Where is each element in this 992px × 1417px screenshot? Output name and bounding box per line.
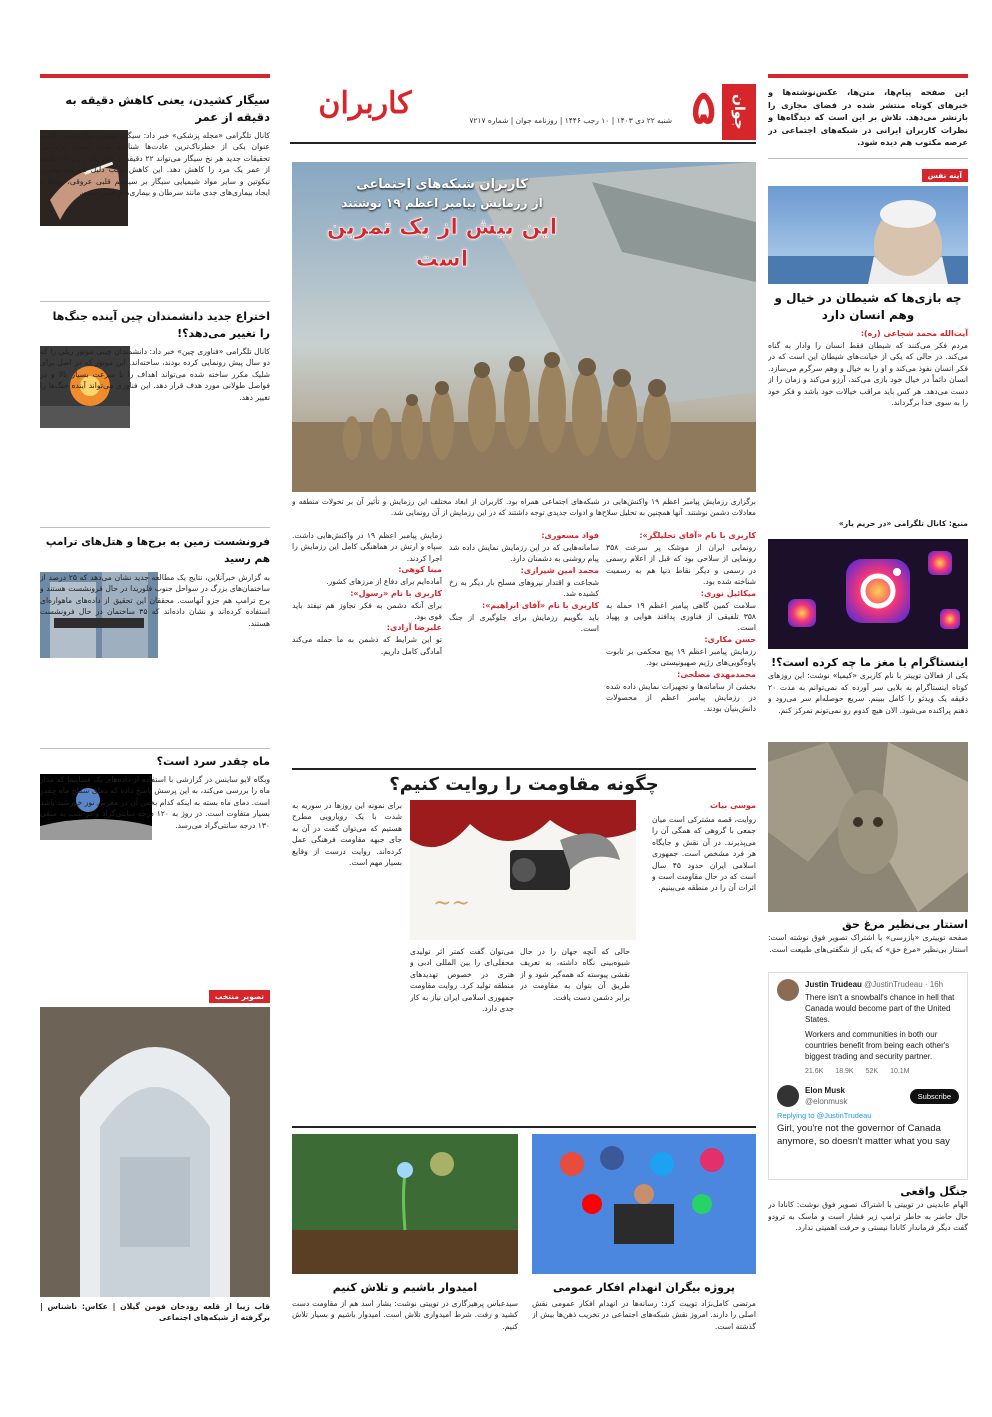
comments-area (292, 530, 756, 760)
view-count[interactable]: 10.1M (890, 1068, 910, 1076)
hero (292, 162, 756, 492)
instagram-body: یکی از فعالان توییتر با نام کاربری «کیمیا» نوشت: این روزهای کوتاه اینستاگرام به بلایی سر آورده که نمی‌توانم به مدت ۲۰ دقیقه یک ویدئو را کامل ببینم. سریع حوصله‌ام سر می‌رود و ذهنم پراکنده می‌شود. الان هیچ کدوم رو نمی‌تونم تمرکز کنم. (768, 671, 968, 715)
comment-author: میکائیل نوری: (700, 588, 756, 598)
bottom-right-body: سیدعباس پرهیزگاری در توییتی نوشت: بشار اسد هم از مقاومت دست کشید و رفت. شرط امیدواری تلاش است. امیدوار باشیم و بسیار تلاش کنیم. (292, 1299, 518, 1331)
comment-text: بخشی از سامانه‌ها و تجهیزات نمایش داده شده در رزمایش پیامبر اعظم از محصولات دانش‌بنیان بودند. (606, 681, 756, 714)
date-line: شنبه ۲۲ دی ۱۴۰۳ | ۱۰ رجب ۱۴۴۶ | روزنامه جوان | شماره ۷۲۱۷ (469, 116, 672, 125)
twitter-war-title: جنگل واقعی (900, 1185, 968, 1199)
tweet-handle-2: @elonmusk (805, 1097, 848, 1107)
masthead (290, 80, 756, 144)
retweet-count[interactable]: 18.9K (835, 1068, 854, 1076)
comment-col-2 (449, 530, 599, 760)
comment-text: سلامت کمین گاهی پیامبر اعظم ۱۹ حمله به ۳۵۸ تلفیقی از فناوری پدافند هوایی و پهپاد است. (606, 600, 756, 633)
comment-text: برای آنکه دشمن به فکر تجاوز هم نیفتد باید قوی بود. (292, 600, 442, 622)
owl-title: استتار بی‌نظیر مرغ حق (842, 918, 968, 932)
tweet-text-2: Girl, you're not the governor of Canada anymore, so doesn't matter what you say (777, 1123, 950, 1148)
comment-author: محمد امین شیرازی: (520, 565, 599, 575)
intro-text: این صفحه پیام‌ها، متن‌ها، عکس‌نوشته‌ها و خبرهای کوتاه منتشر شده در فضای مجازی را بازنشر می‌دهد. تلاش بر این است که دیدگاه‌ها و نظرات کاربران ایرانی در شبکه‌های اجتماعی در عرصه مکتوب هم دیده شود. (768, 87, 968, 148)
reply-to: Replying to @JustinTrudeau (777, 1111, 872, 1121)
comment-text: رونمایی ایران از موشک پر سرعت ۳۵۸ رونمایی از سلاحی بود که قبل از اعلام رسمی در رسمی و دیگر نقاط دنیا هم به رسمیت شناخته شده بود. (606, 543, 756, 587)
hero-headline: این بیش از یک تمرین است (326, 215, 558, 272)
resistance-author: موسی بیات (709, 801, 756, 810)
comment-author: فواد مسعوری: (541, 531, 599, 540)
smoking-body: کانال تلگرامی «مجله پزشکی» خبر داد: سیگار کشیدن سال‌هاست که به عنوان یکی از خطرناک‌ترین عادت‌ها شناخته شده است. براساس تحقیقات جدید هر نخ سیگار می‌تواند ۲۲ دقیقه از عمر یک زن و ۱۷ دقیقه از عمر یک مرد را کاهش دهد. این کاهش سبب دلیل تأثیرات مخرب نیکوتین و سایر مواد شیمیایی سیگار بر سیستم قلبی عروقی، ریه‌ها و ایجاد بیماری‌های جدی مانند سرطان و بیماری‌های قلبی است. (40, 131, 270, 198)
section-tag: آینه نفس (922, 169, 968, 182)
ayatollah-source: منبع: کانال تلگرامی «در حریم یار» (838, 519, 968, 528)
resistance-col-2: حالی که آنچه جهان را در حال شیوه‌بینی نگاه داشته، به تعریف نقشی پیوسته که همه‌گیر شود و از طریق آن بتوان به مقاومت در برابر دشمن دست یافت. (520, 947, 630, 1002)
subscribe-button[interactable]: Subscribe (910, 1089, 959, 1104)
tweet-author-2: Elon Musk (805, 1086, 846, 1096)
castle-caption: قاب زیبا از قلعه رودخان فومن گیلان | عکاس: ناشناس | برگرفته از شبکه‌های اجتماعی (40, 1302, 270, 1323)
plant-photo (292, 1134, 518, 1274)
resistance-col-4: برای نمونه این روزها در سوریه به شدت با یک رویارویی مطرح هستیم که می‌توان گفت در آن به جای جبهه مقاومت فرهنگی عمل کرده‌اند. روایت درست از وقایع بسیار مهم است. (292, 801, 402, 868)
ayatollah-author: آیت‌الله محمد شجاعی (ره): (860, 329, 968, 338)
bottom-right-title: امیدوار باشیم و تلاش کنیم (332, 1281, 478, 1294)
comment-author: حسن مکاری: (704, 634, 756, 644)
moon-title: ماه چقدر سرد است؟ (156, 755, 270, 768)
reply-count[interactable]: 21.6K (805, 1068, 824, 1076)
war-news-text: زمایش پیامبر اعظم ۱۹ در واکنش‌هایی داشت. سپاه و ارتش در هماهنگی کامل این رزمایش را اجرا کردند. (292, 531, 442, 563)
comment-author: کاربری با نام «آقای تحلیلگر»: (639, 531, 756, 540)
resistance-col-1: روایت، قصه مشترکی است میان جمعی با گروهی که همگی آن را می‌پذیرند. در آن نقش و جایگاه هر فرد مشخص است. جمهوری اسلامی ایران حدود ۴۵ سال است که در حال مقاومت است و اثرات آن را در منطقه می‌بینیم. (652, 815, 756, 893)
cleric-photo (768, 186, 968, 284)
trump-title: فرونشست زمین به برج‌ها و هتل‌های ترامپ هم رسید (45, 536, 270, 565)
comment-author: کاربری با نام «آقای ابراهیم»: (482, 600, 599, 610)
resistance-title: چگونه مقاومت را روایت کنیم؟ (389, 774, 659, 795)
resistance-col-3: می‌توان گفت کمتر اثر تولیدی محفلی‌ای را بین المللی ادبی و هنری در خصوص تهدیدهای منطقه تولید کرد. روایت مقاومت جمهوری اسلامی ایران نیاز به کار جدی دارد. (410, 947, 514, 1014)
hero-subkicker: از رزمایش پیامبر اعظم ۱۹ نوشتند (341, 196, 543, 210)
comment-text: سامانه‌هایی که در این رزمایش نمایش داده شد پیام روشنی به دشمنان دارد. (449, 543, 599, 564)
social-media-photo (532, 1134, 756, 1274)
ayatollah-title: چه بازی‌ها که شیطان در خیال و وهم انسان دارد (774, 291, 962, 322)
like-count[interactable]: 52K (865, 1068, 879, 1076)
comment-col-3 (292, 530, 442, 760)
comment-author: محمدمهدی مصلحی: (677, 669, 756, 679)
bottom-left-title: پروژه بیگران انهدام افکار عمومی (553, 1281, 735, 1294)
resistance-image (410, 800, 636, 940)
newspaper-logo: جوان (722, 84, 756, 140)
comment-text: رزمایش پیامبر اعظم ۱۹ پیچ محکمی بر تابوت یاوه‌گویی‌های رژیم صهیونیستی بود. (606, 646, 756, 668)
owl-body: صفحه توییتری «بازرسی» با اشتراک تصویر فوق نوشته است: استتار بی‌نظیر «مرغ حق» که یکی از شگفتی‌های طبیعت است. (768, 933, 968, 954)
china-title: اختراع جدید دانشمندان چین آینده جنگ‌ها را تغییر می‌دهد؟! (52, 310, 270, 340)
smoking-title: سیگار کشیدن، یعنی کاهش دقیقه به دقیقه از عمر (65, 93, 270, 124)
tweet-author-1: Justin Trudeau (805, 980, 862, 990)
hero-kicker: کاربران شبکه‌های اجتماعی (356, 177, 528, 192)
tweet-text-1: There isn't a snowball's chance in hell that Canada would become part of the United States. (805, 993, 955, 1025)
tweet-text-1b: Workers and communities in both our countries benefit from being each other's biggest trading and security partner. (805, 1030, 950, 1062)
comment-text: شجاعت و اقتدار نیروهای مسلح بار دیگر به رخ کشیده شد. (449, 577, 599, 599)
comment-author: مینا کوهی: (398, 565, 442, 575)
right-column (768, 74, 968, 1257)
avatar (777, 979, 799, 1001)
hero-lead: برگزاری رزمایش پیامبر اعظم ۱۹ واکنش‌هایی در شبکه‌های اجتماعی همراه بود. کاربران از ابعاد مختلف این رزمایش و تأثیر آن بر تحولات منطقه و معادلات دشمن نوشتند. آنها همچنین به تحلیل سلاح‌ها و ادوات جدیدی توجه داشتند که در این رزمایش از آن رونمایی شد. (292, 497, 756, 518)
tweet-screenshot (768, 972, 968, 1180)
comment-author: کاربری با نام «رسول»: (350, 588, 442, 598)
comment-author: علیرضا آزادی: (386, 623, 442, 633)
castle-photo (40, 1007, 270, 1297)
ayatollah-body: مردم فکر می‌کنند که شیطان فقط انسان را وادار به گناه می‌کند. در حالی که یکی از خیانت‌های شیطان این است که در فکر انسان نفوذ می‌کند و او را به خیال و وهم سرگرم می‌سازد. انسان دائماً در خیال خود بازی می‌کند، آرزو می‌کند و زمان را از دست می‌دهد. هر کس باید مراقب خیالات خود باشد و فکر خود را به سوی خدا برگرداند. (768, 341, 968, 408)
castle-tag: تصویر منتخب (209, 990, 270, 1003)
moon-body: وبگاه لایو ساینس در گزارشی با استفاده از داده‌های یک فضاپیما که مدار ماه را بررسی می‌کند، به این پرسش پاسخ داده که دمای سطح ماه چقدر است. دمای ماه بسته به اینکه کدام بخش آن در معرض نور خورشید باشد بسیار متفاوت است. در روز به ۱۲۰ درجه سانتی‌گراد و در شب به منفی ۱۳۰ درجه سانتی‌گراد می‌رسد. (40, 775, 270, 830)
comment-text: باید بگوییم رزمایش برای جلوگیری از جنگ است. (449, 612, 599, 634)
comment-col-1 (606, 530, 756, 760)
comment-text: آماده‌ایم برای دفاع از مرزهای کشور. (326, 577, 442, 587)
avatar (777, 1085, 799, 1107)
svg-text:~~: ~~ (433, 891, 470, 916)
china-body: کانال تلگرامی «فناوری چین» خبر داد: دانشمندان چینی موتور ریلی را که دو سال پیش رونمایی کرده بودند، ساخته‌اند. این موتور که در اصل برای شلیک مکرر ساخته شده می‌تواند اهداف را با سرعت بسیار بالا و در فواصل طولانی مورد هدف قرار دهد. این فناوری می‌تواند آینده جنگ‌ها را تغییر دهد. (40, 347, 270, 402)
page-number: ۵ (691, 80, 716, 134)
tweet-handle-1: @JustinTrudeau · 16h (864, 980, 944, 990)
owl-photo (768, 742, 968, 912)
instagram-title: اینستاگرام با مغز ما چه کرده است؟! (771, 656, 968, 670)
section-title: کاربران (318, 86, 412, 121)
tweet-stats (805, 1066, 959, 1077)
comment-text: تو این شرایط که دشمن به ما حمله می‌کند آمادگی کامل داریم. (292, 635, 442, 656)
left-column (40, 74, 270, 1325)
twitter-war-body: الهام عابدینی در توییتی با اشتراک تصویر فوق نوشت: کانادا در حال حاضر به خاطر ترامپ زیر فشار است و ماسک به ترودو گفت دیگر فرماندار کانادا نیستی و حرفت اهمیتی ندارد. (768, 1200, 968, 1233)
bottom-left-body: مرتضی کامل‌نژاد توییت کرد: رسانه‌ها در انهدام افکار عمومی نقش اصلی را دارند. امروز نقش شبکه‌های اجتماعی در تخریب ذهن‌ها بیش از گذشته است. (532, 1299, 756, 1331)
trump-body: به گزارش خبرآنلاین، نتایج یک مطالعه جدید نشان می‌دهد که ۲۵ درصد از ساختمان‌های بزرگ در سواحل جنوب فلوریدا در حال فرونشست هستند و برج ترامپ هم جزو آنهاست. محققان این تحقیق از داده‌های ماهواره‌ای استفاده کرده‌اند و نشان داده‌اند که ۳۵ ساختمان در حال فرونشست هستند. (40, 573, 270, 628)
instagram-image (768, 539, 968, 649)
